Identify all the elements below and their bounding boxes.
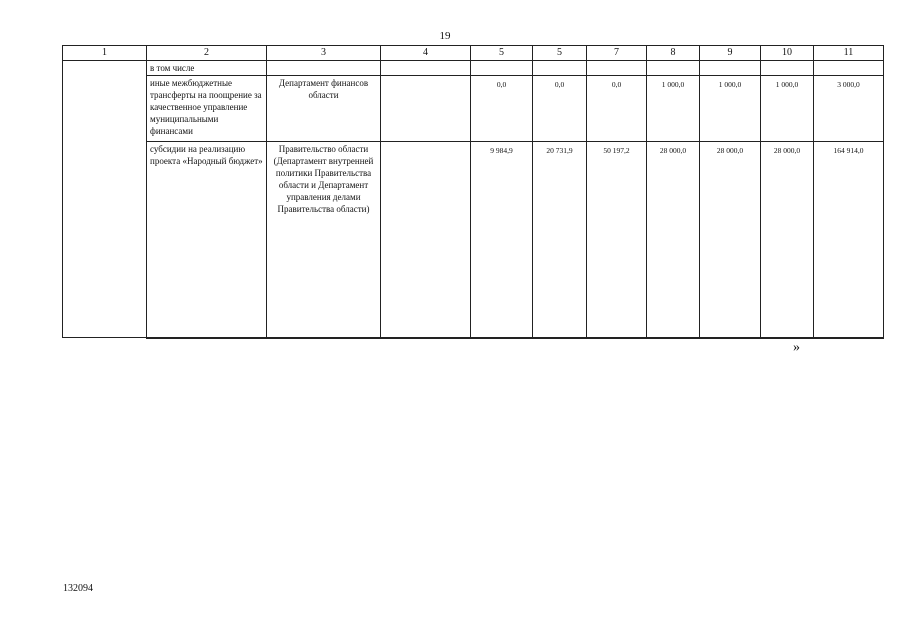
- table-row: [63, 142, 884, 338]
- value-cell: 28 000,0: [761, 142, 814, 338]
- value-cell: 0,0: [471, 76, 533, 142]
- row-name: в том числе: [147, 61, 267, 76]
- value-cell: 164 914,0: [814, 142, 884, 338]
- table-header-row: [63, 46, 884, 61]
- row-department: [267, 61, 381, 76]
- budget-table: [62, 45, 884, 339]
- row-code: [381, 61, 471, 76]
- value-cell: 20 731,9: [533, 142, 587, 338]
- value-cell: [471, 61, 533, 76]
- row-name: иные межбюджетные трансферты на поощрение за качественное управление муниципальными финансами: [147, 76, 267, 142]
- row-department: Правительство области (Департамент внутренней политики Правительства области и Департамент управления делами Правительства области): [267, 142, 381, 338]
- value-cell: [647, 61, 700, 76]
- row-group-cell: [63, 61, 147, 338]
- value-cell: 3 000,0: [814, 76, 884, 142]
- value-cell: [700, 61, 761, 76]
- value-cell: 0,0: [587, 76, 647, 142]
- column-header: 3: [267, 46, 381, 61]
- column-header: 7: [587, 46, 647, 61]
- column-header: 8: [647, 46, 700, 61]
- column-header: 5: [471, 46, 533, 61]
- value-cell: 0,0: [533, 76, 587, 142]
- page-number: 19: [439, 30, 451, 42]
- value-cell: [533, 61, 587, 76]
- document-code: 132094: [63, 583, 93, 594]
- value-cell: 28 000,0: [647, 142, 700, 338]
- closing-quote-mark: »: [793, 340, 800, 355]
- row-code: [381, 76, 471, 142]
- value-cell: 1 000,0: [761, 76, 814, 142]
- value-cell: 1 000,0: [700, 76, 761, 142]
- value-cell: 50 197,2: [587, 142, 647, 338]
- column-header: 5: [533, 46, 587, 61]
- table-row: [63, 76, 884, 142]
- column-header: 1: [63, 46, 147, 61]
- value-cell: [587, 61, 647, 76]
- value-cell: 9 984,9: [471, 142, 533, 338]
- value-cell: 28 000,0: [700, 142, 761, 338]
- row-name: субсидии на реализацию проекта «Народный бюджет»: [147, 142, 267, 338]
- column-header: 9: [700, 46, 761, 61]
- column-header: 11: [814, 46, 884, 61]
- column-header: 2: [147, 46, 267, 61]
- column-header: 10: [761, 46, 814, 61]
- row-department: Департамент финансов области: [267, 76, 381, 142]
- row-code: [381, 142, 471, 338]
- value-cell: [761, 61, 814, 76]
- column-header: 4: [381, 46, 471, 61]
- table-row: [63, 61, 884, 76]
- value-cell: 1 000,0: [647, 76, 700, 142]
- value-cell: [814, 61, 884, 76]
